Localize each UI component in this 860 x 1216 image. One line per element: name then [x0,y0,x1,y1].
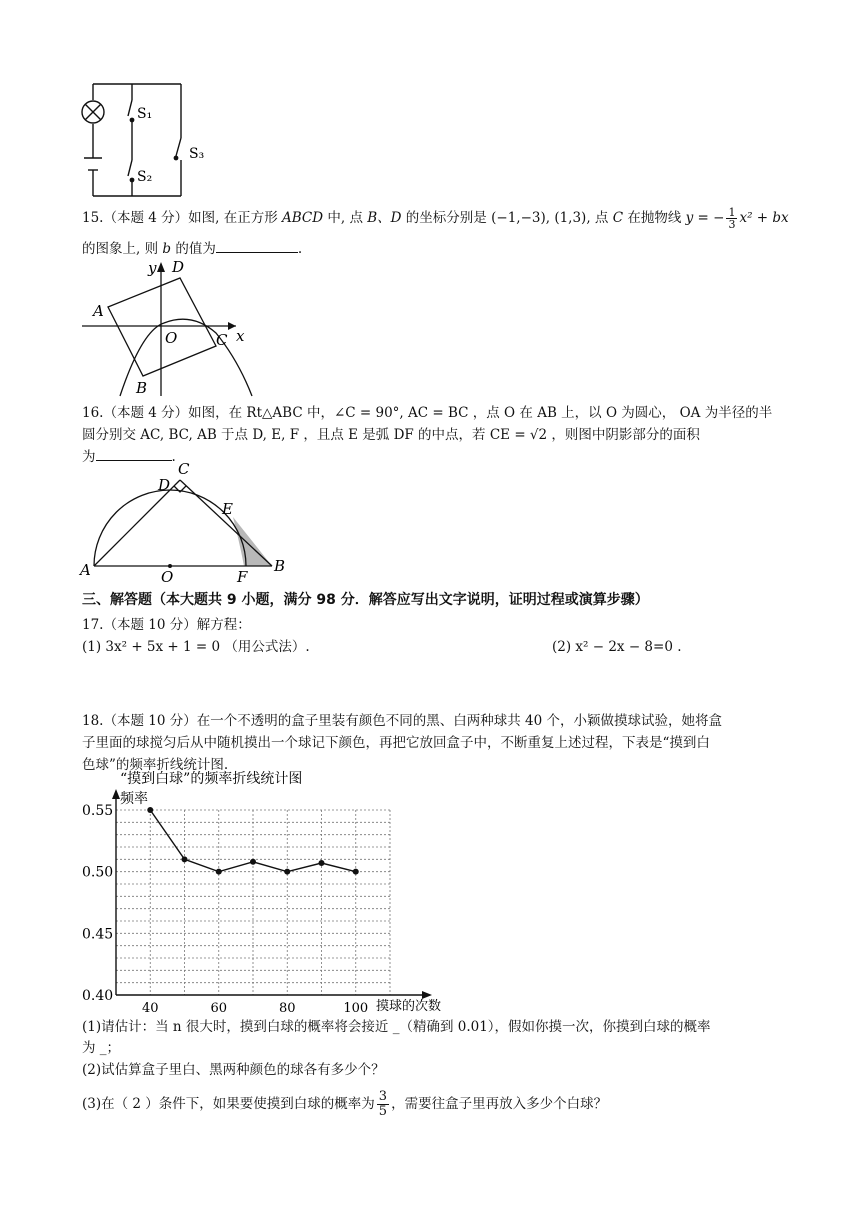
fig16-label-d: D [158,476,171,494]
q15-frac-num: 1 [728,206,736,219]
q15-points: B、D [367,210,402,226]
y-tick-label: 0.55 [82,803,114,819]
q15-eq-right: x² + bx [739,210,789,226]
fig16-label-o: O [161,568,174,586]
q17-head: 17.（本题 10 分）解方程： [82,617,251,633]
q15-line2b: 的值为 [171,241,216,257]
q18-line3: 色球”的频率折线统计图. [82,757,229,773]
q18-line2: 子里面的球搅匀后从中随机摸出一个球记下颜色，再把它放回盒子中，不断重复上述过程，下表是“摸到白 [82,735,710,751]
q15-coords: (−1,−3), (1,3) [491,210,587,226]
fig16-label-b: B [274,557,286,575]
q18-sub1-line1: (1)请估计：当 n 很大时，摸到白球的概率将会接近 _（精确到 0.01），假如你摸一次，你摸到白球的概率 [82,1019,711,1035]
fig15-x-label: x [236,327,245,345]
q15-square: ABCD [282,210,324,226]
chart-title: “摸到白球”的频率折线统计图 [120,771,303,787]
q15-b: b [162,241,172,257]
data-point [182,856,188,862]
data-point [353,869,359,875]
fig15-label-c: C [216,331,228,349]
y-axis-arrow [112,789,120,799]
q18-sub3 [82,1090,607,1119]
switch-s1-label: S₁ [137,106,153,122]
q16-line2: 圆分别交 AC, BC, AB 于点 D, E, F ，且点 E 是弧 DF 的中点，若 CE = √2 ，则图中阴影部分的面积 [82,427,700,443]
q15-mid4: 在抛物线 [623,210,686,226]
fig16-label-a: A [80,561,91,579]
y-tick-label: 0.50 [82,864,114,881]
chart-grid [116,810,390,995]
x-tick-label: 40 [141,1001,159,1016]
y-tick-label: 0.45 [82,926,114,943]
q15-end: . [297,241,303,257]
fig16-label-c: C [178,460,190,478]
fig16-label-f: F [237,568,248,586]
x-tick-label: 60 [210,1001,228,1016]
q16-line1: 16.（本题 4 分）如图，在 Rt△ABC 中，∠C = 90°, AC = BC ，点 O 在 AB 上，以 O 为圆心， OA 为半径的半 [82,405,773,421]
fig15-y-label: y [148,259,157,277]
q15-mid2: 的坐标分别是 [401,210,492,226]
data-point [147,807,153,813]
data-point [250,859,256,865]
q18-fraction [377,1090,389,1119]
section-3-heading: 三、解答题（本大题共 9 小题，满分 98 分．解答应写出文字说明，证明过程或演算步骤） [82,592,649,608]
y-tick-label: 0.40 [82,988,114,1004]
fig15-label-d: D [172,258,185,276]
x-tick-label: 100 [343,1001,369,1016]
fig15-label-b: B [136,379,148,397]
q16-line3b: . [171,449,176,465]
q18-sub3-b: ，需要往盒子里再放入多少个白球？ [391,1096,608,1112]
data-point [284,869,290,875]
x-tick-label: 80 [278,1001,296,1016]
q18-sub3-a: (3)在（ 2 ）条件下，如果要使摸到白球的概率为 [82,1096,375,1112]
x-axis-label: 摸球的次数 [376,999,442,1014]
q15-frac-den: 3 [728,218,736,231]
y-axis-label: 频率 [120,791,148,807]
fig15-label-a: A [93,302,104,320]
q15-point-c: C [612,210,624,226]
x-axis-arrow [422,991,432,999]
data-point [216,869,222,875]
q18-sub2: (2)试估算盒子里白、黑两种颜色的球各有多少个？ [82,1062,385,1078]
q16-line3a: 为 [82,449,96,465]
q15-line2a: 的图象上, 则 [82,241,163,257]
q17-part1: (1) 3x² + 5x + 1 = 0 （用公式法）. [82,639,310,655]
q18-sub1-line2: 为 _； [82,1040,121,1056]
q15-head: 15.（本题 4 分）如图, 在正方形 [82,210,283,226]
q15-mid1: 中, 点 [323,210,368,226]
q17-part2: (2) x² − 2x − 8=0 . [552,639,682,655]
q18-frac-den: 5 [378,1104,388,1119]
chart-axes [116,796,426,995]
q15-mid3: , 点 [586,210,613,226]
q18-line1: 18.（本题 10 分）在一个不透明的盒子里装有颜色不同的黑、白两种球共 40 个，小颖做摸球试验，她将盒 [82,713,722,729]
q18-frac-num: 3 [378,1089,388,1104]
fig15-label-o: O [165,329,178,347]
q15-eq-left: y = − [685,210,725,226]
data-point [319,860,325,866]
switch-s2-label: S₂ [137,169,153,185]
fig16-label-e: E [222,500,233,518]
switch-s3-label: S₃ [189,146,205,162]
